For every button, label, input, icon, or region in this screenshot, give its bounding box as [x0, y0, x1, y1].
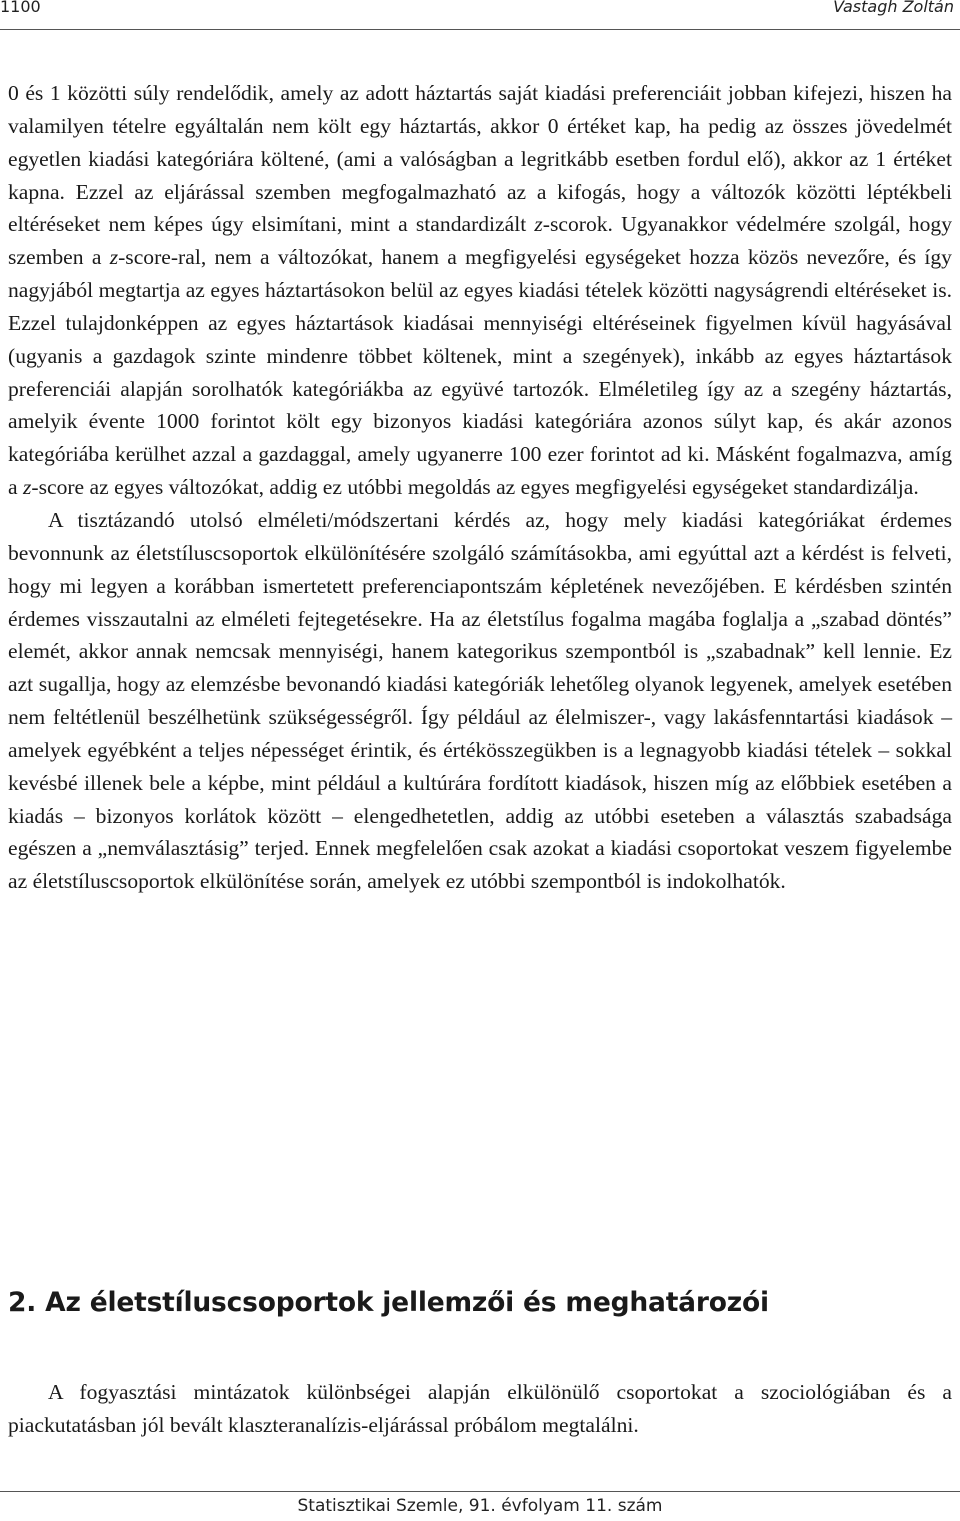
- running-head-author: Vastagh Zoltán: [833, 0, 954, 16]
- journal-footer: Statisztikai Szemle, 91. évfolyam 11. szám: [297, 1496, 663, 1516]
- footer-rule: [0, 1491, 960, 1492]
- header-rule: [0, 29, 960, 30]
- main-text: [8, 77, 952, 898]
- section-text: [8, 1376, 952, 1442]
- page-number: 1100: [0, 0, 41, 16]
- running-head: [0, 0, 960, 22]
- paragraph-1: 0 és 1 közötti súly rendelődik, amely az adott háztartás saját kiadási preferenciáit jobban kifejezi, hiszen ha valamilyen tételre egyáltalán nem költ egy háztartás, akkor 0 értéket kap, ha pedig az összes jövedelmét egyetlen kiadási kategóriára költené, (ami a valóságban a legritkább esetben fordul elő), akkor az 1 értéket kapna. Ezzel az eljárással szemben megfogalmazható az a kifogás, hogy a változók közötti léptékbeli eltéréseket nem képes úgy elsimítani, mint a standardizált z-scorok. Ugyanakkor védelmére szolgál, hogy szemben a z-score-ral, nem a változókat, hanem a megfigyelési egységeket hozza közös nevezőre, és így nagyjából megtartja az egyes háztartásokon belül az egyes kiadási tételek közötti nagyságrendi eltéréseket is. Ezzel tulajdonképpen az egyes háztartások kiadásai mennyiségi eltéréseinek figyelmen kívül hagyásával (ugyanis a gazdagok szinte mindenre többet költenek, mint a szegények), inkább az egyes háztartások preferenciái alapján sorolhatók kategóriákba az együvé tartozók. Elméletileg így az a szegény háztartás, amelyik évente 1000 forintot költ egy bizonyos kiadási kategóriára azonos súlyt kap, és akár azonos kategóriába kerülhet azzal a gazdaggal, amely ugyanerre 100 ezer forintot ad ki. Másként fogalmazva, amíg a z-score az egyes változókat, addig ez utóbbi megoldás az egyes megfigyelési egységeket standardizálja.: [8, 81, 952, 500]
- section-paragraph: A fogyasztási mintázatok különbségei alapján elkülönülő csoportokat a szociológiában és a piackutatásban jól bevált klaszteranalízis-eljárással próbálom megtalálni.: [8, 1380, 952, 1437]
- paragraph-2: A tisztázandó utolsó elméleti/módszertani kérdés az, hogy mely kiadási kategóriákat érdemes bevonnunk az életstíluscsoportok elkülönítésére szolgáló számításokba, ami egyúttal azt a kérdést is felveti, hogy mi legyen a korábban ismertetett preferenciapontszám képletének nevezőjében. E kérdésben szintén érdemes visszautalni az elméleti fejtegetésekre. Ha az életstílus fogalma magába foglalja a „szabad döntés” elemét, akkor annak nemcsak mennyiségi, hanem kategorikus szempontból is „szabadnak” kell lennie. Ez azt sugallja, hogy az elemzésbe bevonandó kiadási kategóriák lehetőleg olyanok legyenek, amelyek esetében nem feltétlenül beszélhetünk szükségességről. Így például az élelmiszer-, vagy lakásfenntartási kiadások – amelyek egyébként a teljes népességet érintik, és értékösszegükben is a legnagyobb kiadási tételek – sokkal kevésbé illenek bele a képbe, mint például a kultúrára fordított kiadások, hiszen míg az előbbiek esetében a kiadás – bizonyos korlátok között – elengedhetetlen, addig az utóbbi eseteben a választás szabadsága egészen a „nemválasztásig” terjed. Ennek megfelelően csak azokat a kiadási csoportokat veszem figyelembe az életstíluscsoportok elkülönítése során, amelyek ez utóbbi szempontból is indokolhatók.: [8, 507, 952, 894]
- section-heading: 2. Az életstíluscsoportok jellemzői és meghatározói: [8, 1287, 769, 1318]
